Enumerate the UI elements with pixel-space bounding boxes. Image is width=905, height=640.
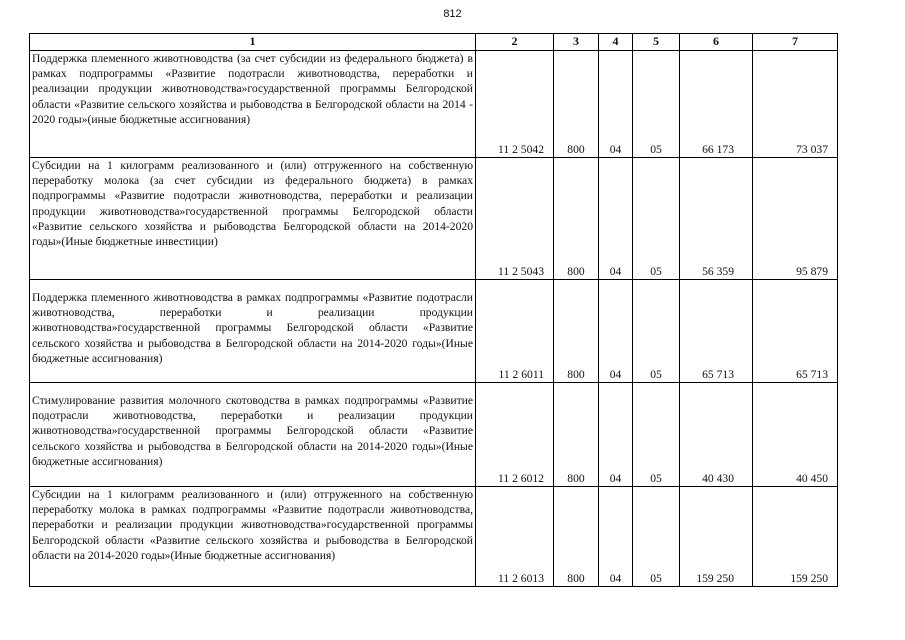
column-header-1: 1	[30, 34, 476, 51]
row-code: 11 2 6012	[476, 383, 554, 487]
row-rz: 04	[599, 487, 633, 587]
table-row	[30, 51, 838, 158]
row-code: 11 2 5043	[476, 158, 554, 280]
column-header-4: 4	[599, 34, 633, 51]
row-sum-6: 56 359	[680, 158, 753, 280]
column-header-7: 7	[753, 34, 838, 51]
row-sum-7: 65 713	[753, 280, 838, 383]
row-rz: 04	[599, 280, 633, 383]
row-rz: 04	[599, 158, 633, 280]
row-sum-6: 65 713	[680, 280, 753, 383]
row-description-cell	[30, 280, 476, 383]
row-pr: 05	[633, 280, 680, 383]
row-description: Поддержка племенного животноводства в рамках подпрограммы «Развитие подотрасли животноводства, переработки и реализации продукции животноводства»государственной программы Белгородской области «Развитие сельского хозяйства и рыбоводства в Белгородской области на 2014-2020 годы»(Иные бюджетные ассигнования)	[32, 291, 473, 365]
row-description: Субсидии на 1 килограмм реализованного и (или) отгруженного на собственную переработку молока (за счет субсидии из федерального бюджета) в рамках подпрограммы «Развитие подотрасли животноводства, переработки и реализации продукции животноводства»государственной программы Белгородской области «Развитие сельского хозяйства и рыбоводства Белгородской области на 2014-2020 годы»(Иные бюджетные инвестиции)	[32, 159, 473, 249]
row-kvr: 800	[554, 487, 599, 587]
row-kvr: 800	[554, 280, 599, 383]
row-description-cell	[30, 51, 476, 158]
row-pr: 05	[633, 158, 680, 280]
table-row	[30, 280, 838, 383]
row-pr: 05	[633, 487, 680, 587]
row-code: 11 2 6011	[476, 280, 554, 383]
row-pr: 05	[633, 51, 680, 158]
column-header-6: 6	[680, 34, 753, 51]
row-pr: 05	[633, 383, 680, 487]
row-sum-7: 73 037	[753, 51, 838, 158]
row-kvr: 800	[554, 51, 599, 158]
row-sum-7: 159 250	[753, 487, 838, 587]
row-description: Субсидии на 1 килограмм реализованного и (или) отгруженного на собственную переработку молока в рамках подпрограммы «Развитие подотрасли животноводства, переработки и реализации продукции животноводства»государственной программы Белгородской области «Развитие сельского хозяйства и рыбоводства в Белгородской области на 2014-2020 годы»(Иные бюджетные ассигнования)	[32, 488, 473, 562]
row-description-cell	[30, 487, 476, 587]
row-sum-7: 95 879	[753, 158, 838, 280]
budget-table	[29, 33, 838, 587]
row-sum-6: 66 173	[680, 51, 753, 158]
table-row	[30, 487, 838, 587]
row-description: Стимулирование развития молочного скотоводства в рамках подпрограммы «Развитие подотрасли животноводства, переработки и реализации продукции животноводства»государственной программы Белгородской области «Развитие сельского хозяйства и рыбоводства в Белгородской области на 2014-2020 годы»(Иные бюджетные ассигнования)	[32, 394, 473, 468]
row-sum-7: 40 450	[753, 383, 838, 487]
page-number: 812	[443, 8, 462, 20]
row-sum-6: 159 250	[680, 487, 753, 587]
row-kvr: 800	[554, 158, 599, 280]
column-header-2: 2	[476, 34, 554, 51]
row-description-cell	[30, 383, 476, 487]
row-rz: 04	[599, 51, 633, 158]
column-header-3: 3	[554, 34, 599, 51]
row-sum-6: 40 430	[680, 383, 753, 487]
column-header-5: 5	[633, 34, 680, 51]
row-kvr: 800	[554, 383, 599, 487]
table-row	[30, 158, 838, 280]
row-description: Поддержка племенного животноводства (за счет субсидии из федерального бюджета) в рамках подпрограммы «Развитие подотрасли животноводства, переработки и реализации продукции животноводства»государственной программы Белгородской области «Развитие сельского хозяйства и рыбоводства в Белгородской области на 2014 - 2020 годы»(иные бюджетные ассигнования)	[32, 52, 473, 126]
row-description-cell	[30, 158, 476, 280]
table-row	[30, 383, 838, 487]
row-rz: 04	[599, 383, 633, 487]
row-code: 11 2 6013	[476, 487, 554, 587]
header-row	[30, 34, 838, 51]
row-code: 11 2 5042	[476, 51, 554, 158]
